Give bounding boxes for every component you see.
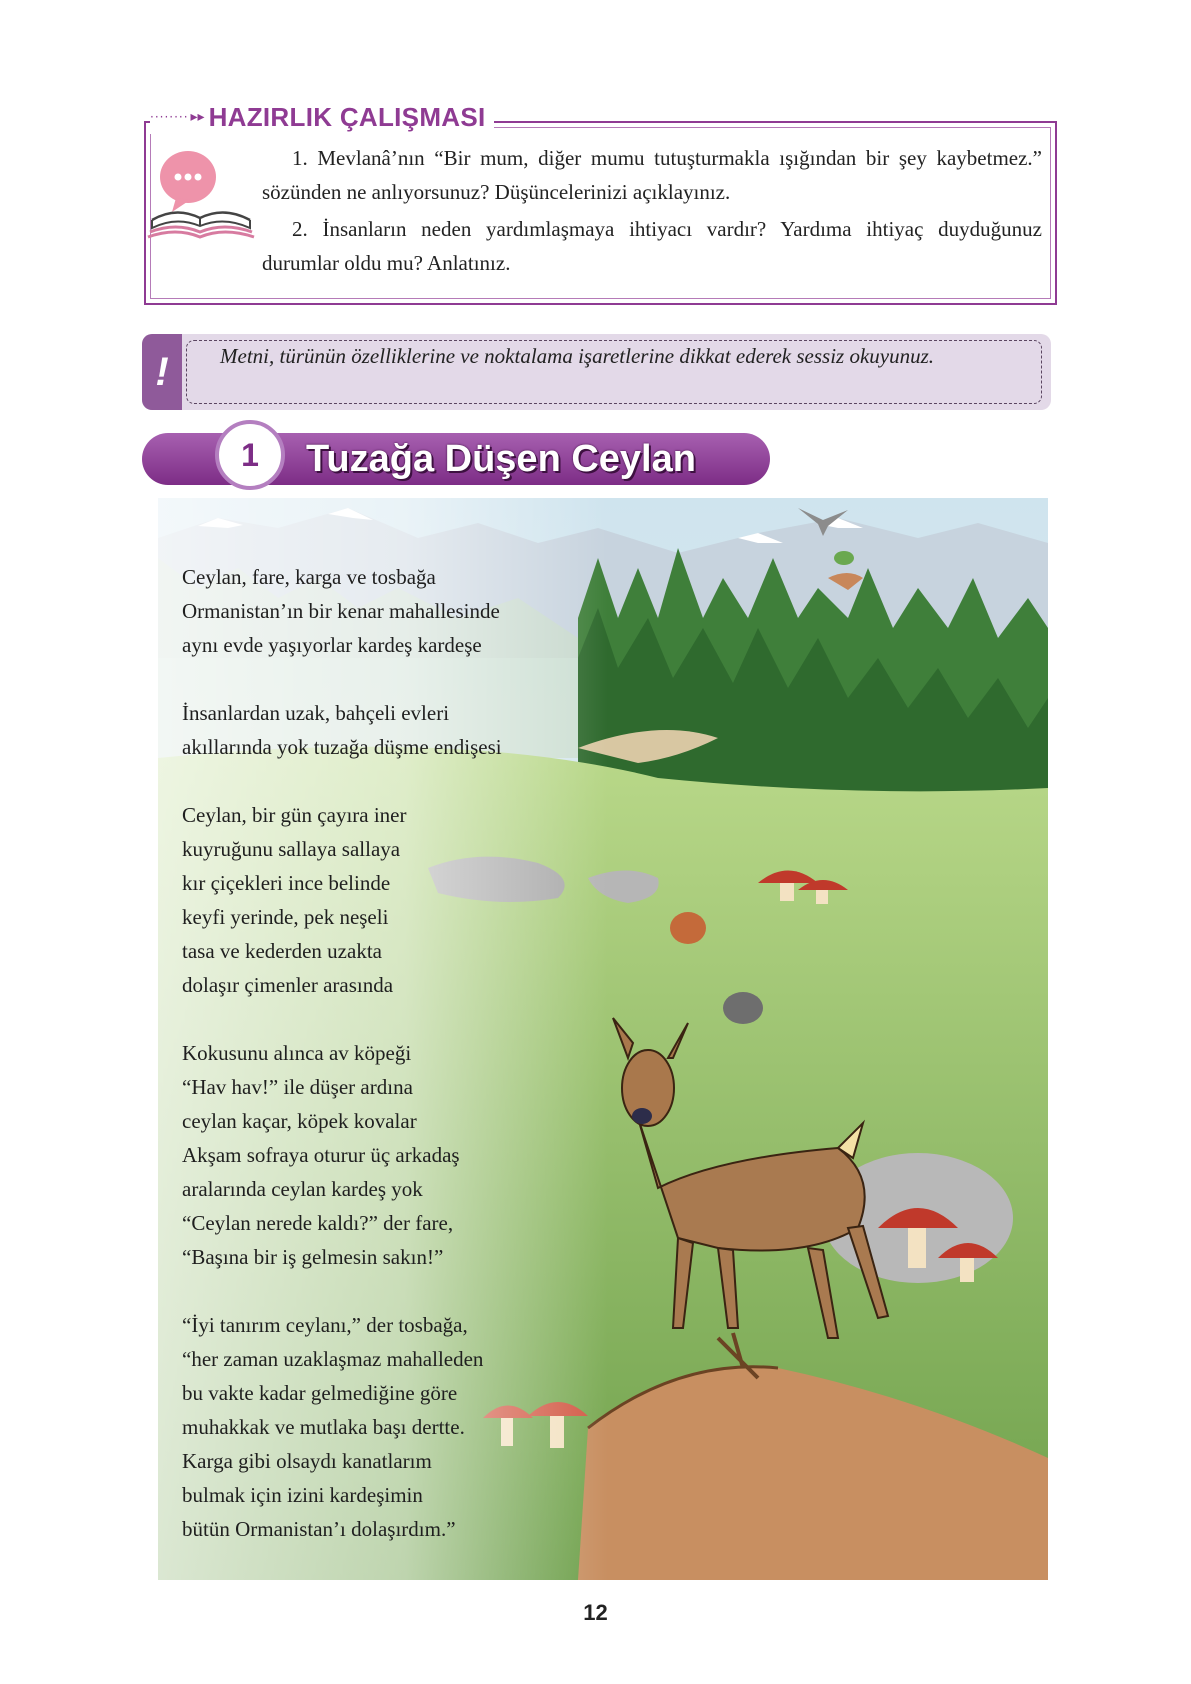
dotted-leader: ········ [150, 110, 189, 124]
poem-line: Ceylan, fare, karga ve tosbağa [182, 565, 436, 589]
preparation-header [150, 100, 494, 134]
poem-line: İnsanlardan uzak, bahçeli evleri [182, 701, 450, 725]
poem-stanza-1 [182, 560, 622, 662]
poem [182, 560, 622, 1580]
poem-line: Ormanistan’ın bir kenar mahallesinde [182, 599, 500, 623]
poem-line: kuyruğunu sallaya sallaya [182, 837, 401, 861]
poem-line: Karga gibi olsaydı kanatlarım [182, 1449, 432, 1473]
poem-line: “Başına bir iş gelmesin sakın!” [182, 1245, 444, 1269]
preparation-question-2: 2. İnsanların neden yardımlaşmaya ihtiyacı vardır? Yardıma ihtiyaç duyduğunuz durumlar oldu mu? Anlatınız. [262, 217, 1042, 275]
poem-line: bulmak için izini kardeşimin [182, 1483, 423, 1507]
lesson-title: Tuzağa Düşen Ceylan [306, 438, 696, 480]
speech-book-icon [146, 140, 256, 240]
poem-line: bu vakte kadar gelmediğine göre [182, 1381, 458, 1405]
poem-line: “Ceylan nerede kaldı?” der fare, [182, 1211, 454, 1235]
preparation-question-1: 1. Mevlanâ’nın “Bir mum, diğer mumu tutuşturmakla ışığından bir şey kaybetmez.” sözünden ne anlıyorsunuz? Düşüncelerinizi açıklayınız. [262, 146, 1042, 204]
poem-line: akıllarında yok tuzağa düşme endişesi [182, 735, 502, 759]
poem-line: aynı evde yaşıyorlar kardeş kardeşe [182, 633, 482, 657]
double-arrow-icon: ▸▸ [190, 109, 205, 125]
poem-stanza-2 [182, 696, 622, 764]
poem-line: “her zaman uzaklaşmaz mahalleden [182, 1347, 484, 1371]
poem-line: bütün Ormanistan’ı dolaşırdım.” [182, 1517, 456, 1541]
preparation-title: HAZIRLIK ÇALIŞMASI [208, 101, 486, 132]
poem-line: “İyi tanırım ceylanı,” der tosbağa, [182, 1313, 468, 1337]
poem-line: aralarında ceylan kardeş yok [182, 1177, 423, 1201]
poem-line: muhakkak ve mutlaka başı dertte. [182, 1415, 465, 1439]
poem-stanza-3 [182, 798, 622, 1002]
exclamation-icon: ! [142, 334, 182, 410]
page-number: 12 [583, 1600, 608, 1625]
poem-line: Akşam sofraya oturur üç arkadaş [182, 1143, 460, 1167]
poem-line: Kokusunu alınca av köpeği [182, 1041, 412, 1065]
poem-stanza-4 [182, 1036, 622, 1274]
lesson-number: 1 [215, 420, 285, 490]
poem-line: kır çiçekleri ince belinde [182, 871, 391, 895]
poem-line: ceylan kaçar, köpek kovalar [182, 1109, 417, 1133]
poem-line: “Hav hav!” ile düşer ardına [182, 1075, 413, 1099]
poem-line: Ceylan, bir gün çayıra iner [182, 803, 407, 827]
instruction-text: Metni, türünün özelliklerine ve noktalama işaretlerine dikkat ederek sessiz okuyunuz. [220, 344, 935, 368]
poem-line: tasa ve kederden uzakta [182, 939, 382, 963]
poem-stanza-5 [182, 1308, 622, 1546]
poem-line: dolaşır çimenler arasında [182, 973, 394, 997]
poem-line: keyfi yerinde, pek neşeli [182, 905, 389, 929]
